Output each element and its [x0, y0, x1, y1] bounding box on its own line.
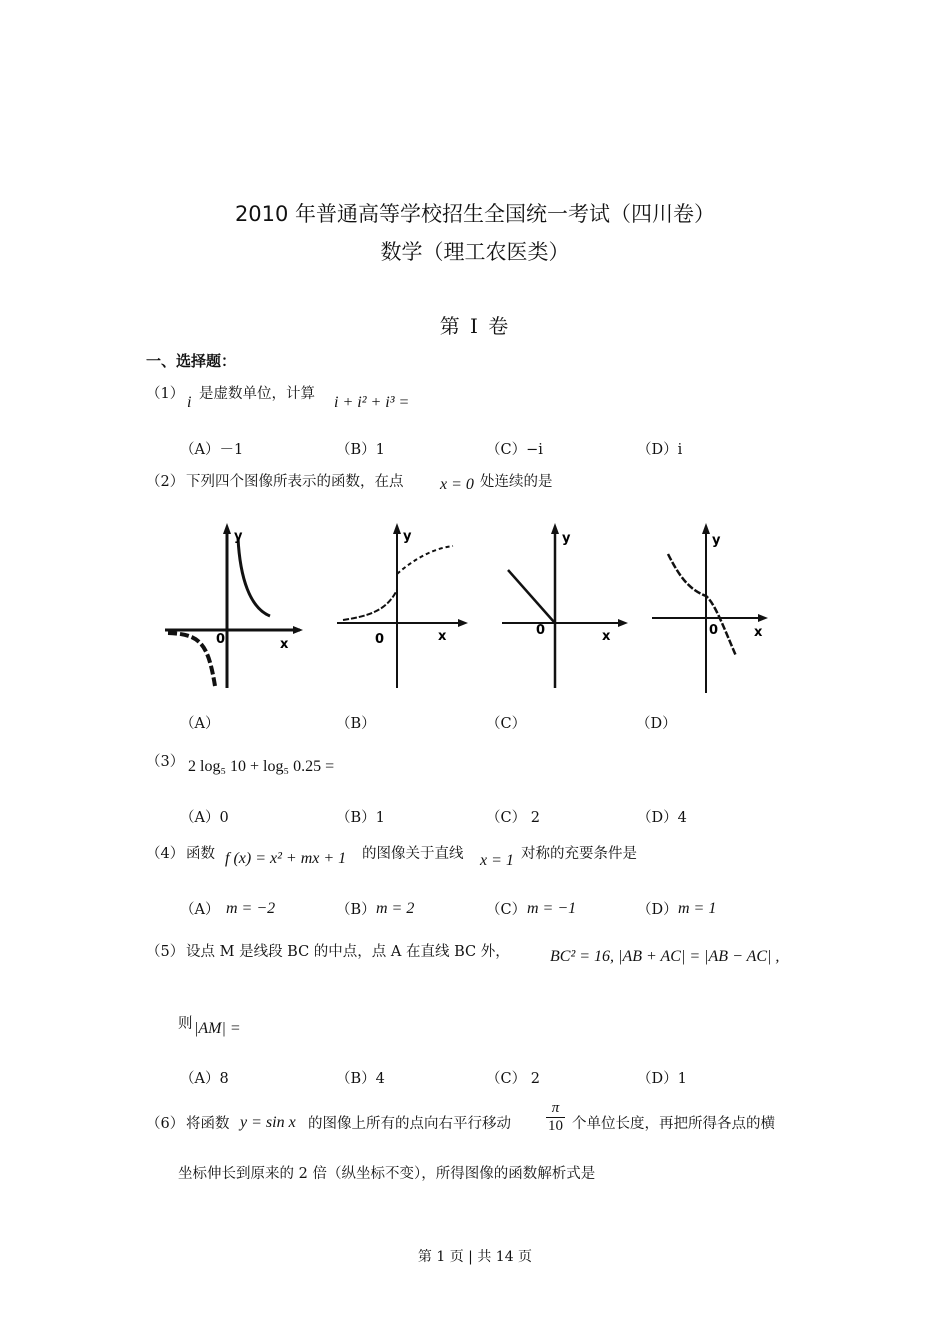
q1-number: （1） [146, 386, 185, 402]
q1-var-i: i [187, 394, 192, 411]
q4-number: （4） [146, 846, 185, 862]
graph-label-a: （A） [180, 716, 220, 732]
q3-option-a: （A）0 [180, 810, 229, 826]
q4-option-b-label: （B） [336, 902, 376, 918]
graph-label-c: （C） [486, 716, 527, 732]
q5-option-c: （C） 2 [486, 1071, 540, 1087]
graph-c-origin-label: 0 [536, 623, 546, 638]
q6-fraction [546, 1100, 565, 1135]
graph-label-d: （D） [636, 716, 677, 732]
graph-b [335, 518, 475, 693]
graph-b-y-label: y [403, 529, 412, 544]
graph-a-origin-label: 0 [216, 632, 226, 647]
q4-function: f (x) = x² + mx + 1 [225, 850, 347, 867]
q4-option-b-expr: m = 2 [376, 900, 415, 917]
q6-fraction-numerator: π [546, 1100, 565, 1118]
q4-option-d-expr: m = 1 [678, 900, 717, 917]
q6-line2: 坐标伸长到原来的 2 倍（纵坐标不变），所得图像的函数解析式是 [178, 1166, 596, 1182]
q2-expression: x = 0 [440, 476, 474, 493]
q5-expression: BC² = 16, |AB + AC| = |AB − AC| , [550, 948, 780, 965]
exam-title: 2010 年普通高等学校招生全国统一考试（四川卷） [234, 202, 716, 226]
q5-number: （5） [146, 944, 185, 960]
graph-a [160, 518, 310, 693]
q4-line-expression: x = 1 [480, 852, 514, 869]
q5-expression-am: |AM| = [194, 1020, 241, 1037]
volume-heading: 第 I 卷 [439, 314, 511, 338]
graph-b-x-label: x [438, 629, 447, 644]
q6-text-b: 的图像上所有的点向右平行移动 [308, 1116, 511, 1132]
graph-b-origin-label: 0 [375, 632, 385, 647]
q6-number: （6） [146, 1116, 185, 1132]
q3-option-d: （D）4 [637, 810, 687, 826]
q3-expression: 2 log₅ 10 + log₅ 0.25 = [188, 758, 335, 775]
q1-option-b: （B）1 [336, 442, 385, 458]
page-footer: 第 1 页 | 共 14 页 [417, 1249, 533, 1265]
q5-text: 设点 M 是线段 BC 的中点，点 A 在直线 BC 外， [186, 944, 510, 960]
exam-subtitle: 数学（理工农医类） [380, 240, 570, 264]
graph-d-y-label: y [712, 533, 721, 548]
q4-option-c-expr: m = −1 [527, 900, 577, 917]
q4-option-a-label: （A） [180, 902, 220, 918]
q5-option-b: （B）4 [336, 1071, 385, 1087]
section-heading: 一、选择题： [146, 352, 237, 370]
q2-text-a: 下列四个图像所表示的函数，在点 [186, 474, 404, 490]
q2-text-b: 处连续的是 [480, 474, 553, 490]
q6-text-a: 将函数 [186, 1116, 230, 1132]
q1-option-a: （A）－1 [180, 442, 244, 458]
q4-text-c: 对称的充要条件是 [521, 846, 637, 862]
graph-c-y-label: y [562, 531, 571, 546]
graph-c [500, 518, 635, 693]
q3-option-c: （C） 2 [486, 810, 540, 826]
q4-option-d-label: （D） [637, 902, 678, 918]
q1-text: 是虚数单位，计算 [199, 386, 315, 402]
graph-c-x-label: x [602, 629, 611, 644]
q3-number: （3） [146, 754, 185, 770]
q4-text-b: 的图像关于直线 [362, 846, 464, 862]
q2-number: （2） [146, 474, 185, 490]
q5-option-a: （A）8 [180, 1071, 229, 1087]
q1-expression: i + i² + i³ = [334, 394, 410, 411]
q6-fraction-denominator: 10 [548, 1118, 563, 1134]
q4-option-a-expr: m = −2 [226, 900, 276, 917]
q1-option-c: （C）−i [486, 442, 543, 458]
graph-a-x-label: x [280, 637, 289, 652]
graph-label-b: （B） [336, 716, 376, 732]
q5-then: 则 [178, 1016, 193, 1032]
graph-a-y-label: y [234, 529, 243, 544]
graph-d [650, 518, 780, 698]
q5-option-d: （D）1 [637, 1071, 687, 1087]
q4-text-a: 函数 [186, 846, 215, 862]
q1-option-d: （D）i [637, 442, 683, 458]
graph-d-x-label: x [754, 625, 763, 640]
q6-function: y = sin x [240, 1114, 296, 1131]
graph-d-origin-label: 0 [709, 623, 719, 638]
q6-text-c: 个单位长度，再把所得各点的横 [572, 1116, 775, 1132]
q4-option-c-label: （C） [486, 902, 527, 918]
q3-option-b: （B）1 [336, 810, 385, 826]
